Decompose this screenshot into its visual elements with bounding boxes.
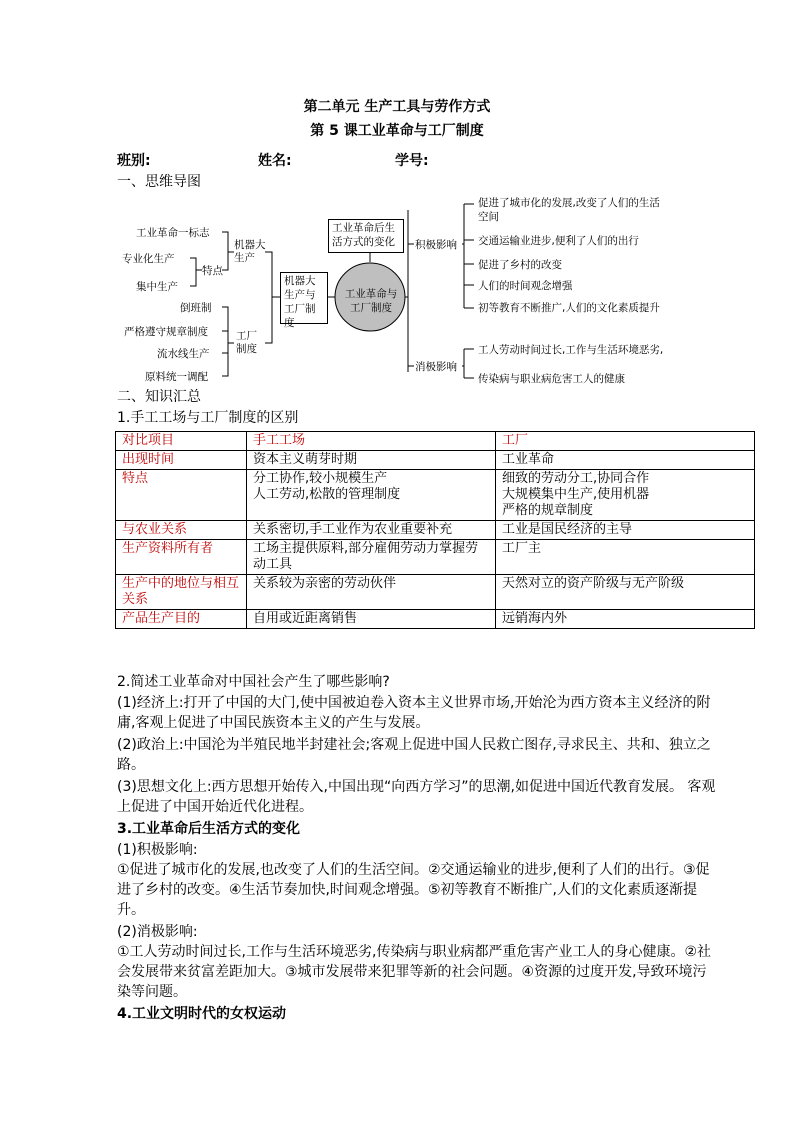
cell-factory: 工业是国民经济的主导: [496, 521, 755, 540]
neg-item-1: 工人劳动时间过长,工作与生活环境恶劣,: [478, 344, 664, 356]
center-topic: 工业革命与工厂制度: [344, 288, 398, 314]
table-row: [116, 575, 755, 610]
q2-politics: (2)政治上:中国沦为半殖民地半封建社会;客观上促进中国人民救亡图存,寻求民主、共和、独立之路。: [117, 737, 711, 773]
table-row: [116, 470, 755, 521]
row-label: 出现时间: [116, 451, 247, 470]
row-label: 生产资料所有者: [116, 540, 247, 575]
cell-factory: 细致的劳动分工,协同合作 大规模集中生产,使用机器 严格的规章制度: [496, 470, 755, 521]
box-life-change: 工业革命后生活方式的变化: [328, 219, 404, 253]
header-cell: 手工工场: [247, 432, 496, 451]
leaf-materials: 原料统一调配: [145, 371, 208, 383]
pos-item-2: 交通运输业进步,便利了人们的出行: [478, 235, 639, 247]
unit-title: 第二单元 生产工具与劳作方式: [303, 99, 491, 115]
cell-workshop: 自用或近距离销售: [247, 610, 496, 629]
q3-positive-label: (1)积极影响:: [117, 842, 198, 858]
cell-factory: 远销海内外: [496, 610, 755, 629]
cell-workshop: 关系密切,手工业作为农业重要补充: [247, 521, 496, 540]
cell-workshop: 关系较为亲密的劳动伙伴: [247, 575, 496, 610]
neg-item-2: 传染病与职业病危害工人的健康: [478, 373, 625, 385]
cell-workshop: 资本主义萌芽时期: [247, 451, 496, 470]
q3-positive-text: ①促进了城市化的发展,也改变了人们的生活空间。②交通运输业的进步,便利了人们的出行。③促进了乡村的改变。④生活节奏加快,时间观念增强。⑤初等教育不断推广,人们的文化素质逐渐提升。: [117, 862, 710, 918]
row-label: 产品生产目的: [116, 610, 247, 629]
node-machine-production: 机器大生产: [234, 239, 266, 264]
section-summary-heading: 二、知识汇总: [117, 389, 201, 405]
node-features: 特点: [202, 265, 223, 277]
section-mindmap-heading: 一、思维导图: [117, 174, 201, 190]
pos-item-5: 初等教育不断推广,人们的文化素质提升: [478, 302, 660, 314]
leaf-rules: 严格遵守规章制度: [124, 326, 208, 338]
comparison-table: [115, 431, 755, 629]
q2-title: 2.简述工业革命对中国社会产生了哪些影响?: [117, 674, 390, 690]
cell-factory: 天然对立的资产阶级与无产阶级: [496, 575, 755, 610]
leaf-shift: 倒班制: [180, 302, 212, 314]
node-positive: 积极影响: [415, 239, 457, 251]
header-cell: 工厂: [496, 432, 755, 451]
node-negative: 消极影响: [415, 361, 457, 373]
header-cell: 对比项目: [116, 432, 247, 451]
table-row: [116, 540, 755, 575]
leaf-industrial-symbol: 工业革命一标志: [136, 227, 210, 239]
table-caption: 1.手工工场与工厂制度的区别: [117, 410, 299, 426]
row-label: 特点: [116, 470, 247, 521]
leaf-specialized: 专业化生产: [122, 253, 175, 265]
name-label: 姓名:: [258, 153, 292, 169]
cell-workshop: 分工协作,较小规模生产 人工劳动,松散的管理制度: [247, 470, 496, 521]
table-header-row: [116, 432, 755, 451]
row-label: 生产中的地位与相互关系: [116, 575, 247, 610]
cell-factory: 工业革命: [496, 451, 755, 470]
pos-item-3: 促进了乡村的改变: [478, 259, 562, 271]
node-factory-system: 工厂制度: [236, 330, 257, 355]
mindmap-connectors: [0, 0, 794, 400]
cell-workshop: 工场主提供原料,部分雇佣劳动力掌握劳动工具: [247, 540, 496, 575]
q3-negative-label: (2)消极影响:: [117, 924, 198, 940]
leaf-concentrated: 集中生产: [136, 281, 178, 293]
leaf-assembly-line: 流水线生产: [157, 348, 210, 360]
pos-item-1: 促进了城市化的发展,改变了人们的生活空间: [478, 197, 660, 223]
lesson-title: 第 5 课工业革命与工厂制度: [310, 123, 484, 139]
table-row: [116, 610, 755, 629]
class-label: 班别:: [117, 153, 151, 169]
table-row: [116, 451, 755, 470]
q3-negative-text: ①工人劳动时间过长,工作与生活环境恶劣,传染病与职业病都严重危害产业工人的身心健康。②社会发展带来贫富差距加大。③城市发展带来犯罪等新的社会问题。④资源的过度开发,导致环境污染等问题。: [117, 944, 711, 1000]
q4-title: 4.工业文明时代的女权运动: [117, 1006, 287, 1022]
q3-title: 3.工业革命后生活方式的变化: [117, 821, 301, 837]
box-machine-factory: 机器大生产与工厂制度: [280, 272, 328, 324]
q2-economy: (1)经济上:打开了中国的大门,使中国被迫卷入资本主义世界市场,开始沦为西方资本主义经济的附庸,客观上促进了中国民族资本主义的产生与发展。: [117, 695, 711, 731]
row-label: 与农业关系: [116, 521, 247, 540]
pos-item-4: 人们的时间观念增强: [478, 280, 573, 292]
table-row: [116, 521, 755, 540]
student-id-label: 学号:: [395, 153, 429, 169]
cell-factory: 工厂主: [496, 540, 755, 575]
q2-culture: (3)思想文化上:西方思想开始传入,中国出现“向西方学习”的思潮,如促进中国近代教育发展。 客观上促进了中国开始近代化进程。: [117, 779, 716, 815]
